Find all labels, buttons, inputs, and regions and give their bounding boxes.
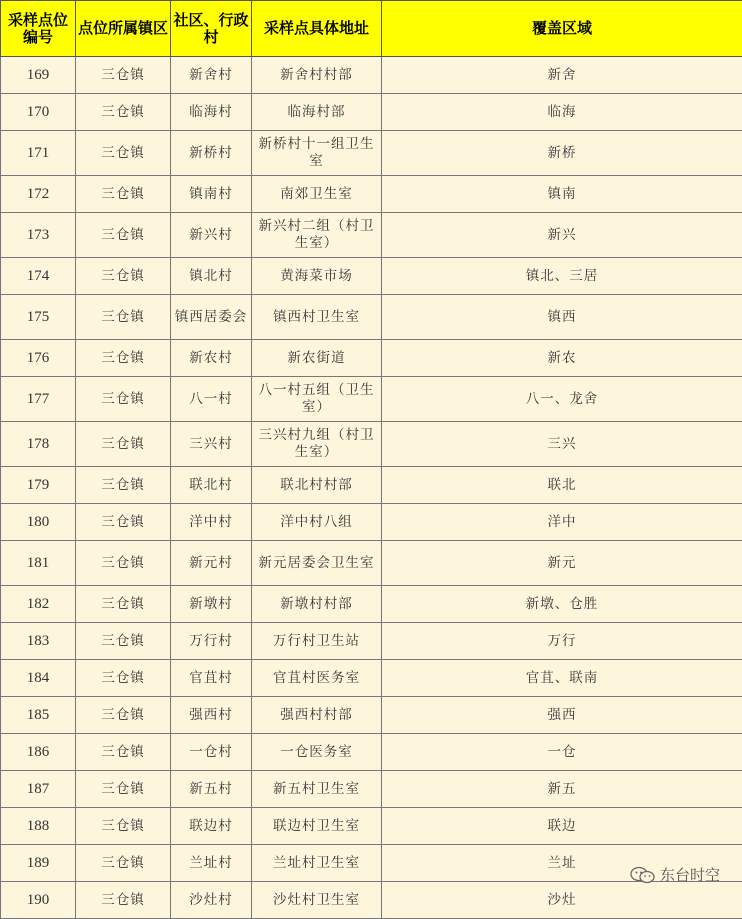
cell-address: 南郊卫生室 [252,176,382,213]
cell-id: 190 [1,882,76,919]
cell-town: 三仓镇 [76,94,171,131]
table-row [1,541,742,586]
cell-address: 新桥村十一组卫生室 [252,131,382,176]
cell-address: 新农街道 [252,340,382,377]
cell-coverage: 联北 [382,467,742,504]
cell-id: 188 [1,808,76,845]
header-coverage: 覆盖区域 [382,1,742,57]
cell-town: 三仓镇 [76,340,171,377]
table-row [1,422,742,467]
cell-town: 三仓镇 [76,258,171,295]
cell-address: 新兴村二组（村卫生室） [252,213,382,258]
cell-id: 179 [1,467,76,504]
cell-address: 临海村部 [252,94,382,131]
cell-village: 新舍村 [171,57,252,94]
cell-id: 170 [1,94,76,131]
table-row [1,340,742,377]
cell-town: 三仓镇 [76,213,171,258]
cell-coverage: 万行 [382,623,742,660]
cell-village: 八一村 [171,377,252,422]
cell-village: 新农村 [171,340,252,377]
cell-id: 172 [1,176,76,213]
table-row [1,57,742,94]
table-row [1,176,742,213]
table-row [1,131,742,176]
cell-village: 兰址村 [171,845,252,882]
cell-town: 三仓镇 [76,660,171,697]
table-row [1,586,742,623]
cell-town: 三仓镇 [76,422,171,467]
table-row [1,377,742,422]
cell-coverage: 新元 [382,541,742,586]
cell-village: 联北村 [171,467,252,504]
cell-coverage: 新墩、仓胜 [382,586,742,623]
header-address: 采样点具体地址 [252,1,382,57]
cell-village: 镇南村 [171,176,252,213]
cell-coverage: 新兴 [382,213,742,258]
header-town: 点位所属镇区 [76,1,171,57]
cell-address: 沙灶村卫生室 [252,882,382,919]
cell-town: 三仓镇 [76,734,171,771]
cell-id: 183 [1,623,76,660]
cell-coverage: 新舍 [382,57,742,94]
cell-id: 177 [1,377,76,422]
table-row [1,808,742,845]
table-row [1,771,742,808]
cell-village: 镇北村 [171,258,252,295]
cell-address: 三兴村九组（村卫生室） [252,422,382,467]
table-row [1,258,742,295]
cell-address: 兰址村卫生室 [252,845,382,882]
cell-coverage: 镇西 [382,295,742,340]
cell-town: 三仓镇 [76,377,171,422]
cell-coverage: 新农 [382,340,742,377]
cell-village: 镇西居委会 [171,295,252,340]
cell-town: 三仓镇 [76,131,171,176]
cell-village: 新元村 [171,541,252,586]
cell-town: 三仓镇 [76,882,171,919]
cell-village: 官苴村 [171,660,252,697]
cell-coverage: 镇北、三居 [382,258,742,295]
cell-town: 三仓镇 [76,295,171,340]
cell-address: 万行村卫生站 [252,623,382,660]
header-id: 采样点位编号 [1,1,76,57]
table-row [1,467,742,504]
cell-id: 173 [1,213,76,258]
cell-coverage: 强西 [382,697,742,734]
cell-id: 184 [1,660,76,697]
cell-village: 沙灶村 [171,882,252,919]
cell-address: 官苴村医务室 [252,660,382,697]
cell-coverage: 洋中 [382,504,742,541]
cell-id: 186 [1,734,76,771]
table-row [1,213,742,258]
cell-town: 三仓镇 [76,467,171,504]
cell-coverage: 联边 [382,808,742,845]
watermark-text: 东台时空 [660,864,720,885]
cell-village: 新桥村 [171,131,252,176]
cell-address: 新五村卫生室 [252,771,382,808]
cell-coverage: 临海 [382,94,742,131]
cell-coverage: 沙灶 [382,882,742,919]
header-village: 社区、行政村 [171,1,252,57]
cell-town: 三仓镇 [76,57,171,94]
cell-address: 镇西村卫生室 [252,295,382,340]
cell-id: 181 [1,541,76,586]
cell-address: 黄海菜市场 [252,258,382,295]
table-row [1,697,742,734]
cell-coverage: 新桥 [382,131,742,176]
cell-id: 178 [1,422,76,467]
cell-town: 三仓镇 [76,771,171,808]
cell-address: 强西村村部 [252,697,382,734]
watermark [630,864,720,885]
cell-address: 新墩村村部 [252,586,382,623]
cell-village: 万行村 [171,623,252,660]
cell-id: 171 [1,131,76,176]
table-row [1,94,742,131]
cell-village: 新五村 [171,771,252,808]
table-row [1,734,742,771]
cell-village: 临海村 [171,94,252,131]
cell-id: 176 [1,340,76,377]
table-row [1,295,742,340]
cell-town: 三仓镇 [76,176,171,213]
cell-address: 联北村村部 [252,467,382,504]
cell-village: 新兴村 [171,213,252,258]
cell-town: 三仓镇 [76,586,171,623]
cell-coverage: 新五 [382,771,742,808]
cell-address: 新元居委会卫生室 [252,541,382,586]
cell-village: 洋中村 [171,504,252,541]
table-row [1,504,742,541]
table-row [1,882,742,919]
cell-id: 175 [1,295,76,340]
cell-village: 联边村 [171,808,252,845]
cell-village: 三兴村 [171,422,252,467]
cell-id: 187 [1,771,76,808]
cell-town: 三仓镇 [76,845,171,882]
cell-id: 180 [1,504,76,541]
cell-coverage: 一仓 [382,734,742,771]
table-row [1,660,742,697]
cell-town: 三仓镇 [76,541,171,586]
cell-village: 新墩村 [171,586,252,623]
cell-village: 强西村 [171,697,252,734]
cell-coverage: 三兴 [382,422,742,467]
wechat-icon [630,866,656,884]
cell-town: 三仓镇 [76,504,171,541]
cell-address: 八一村五组（卫生室） [252,377,382,422]
cell-town: 三仓镇 [76,697,171,734]
cell-id: 174 [1,258,76,295]
cell-coverage: 镇南 [382,176,742,213]
cell-coverage: 兰址 [382,845,742,882]
cell-id: 189 [1,845,76,882]
cell-address: 联边村卫生室 [252,808,382,845]
cell-coverage: 八一、龙舍 [382,377,742,422]
table-row [1,623,742,660]
header-row [1,1,742,57]
cell-id: 185 [1,697,76,734]
cell-id: 169 [1,57,76,94]
cell-town: 三仓镇 [76,808,171,845]
cell-address: 洋中村八组 [252,504,382,541]
cell-village: 一仓村 [171,734,252,771]
table-body [1,57,742,919]
cell-id: 182 [1,586,76,623]
cell-coverage: 官苴、联南 [382,660,742,697]
cell-address: 一仓医务室 [252,734,382,771]
cell-town: 三仓镇 [76,623,171,660]
cell-address: 新舍村村部 [252,57,382,94]
